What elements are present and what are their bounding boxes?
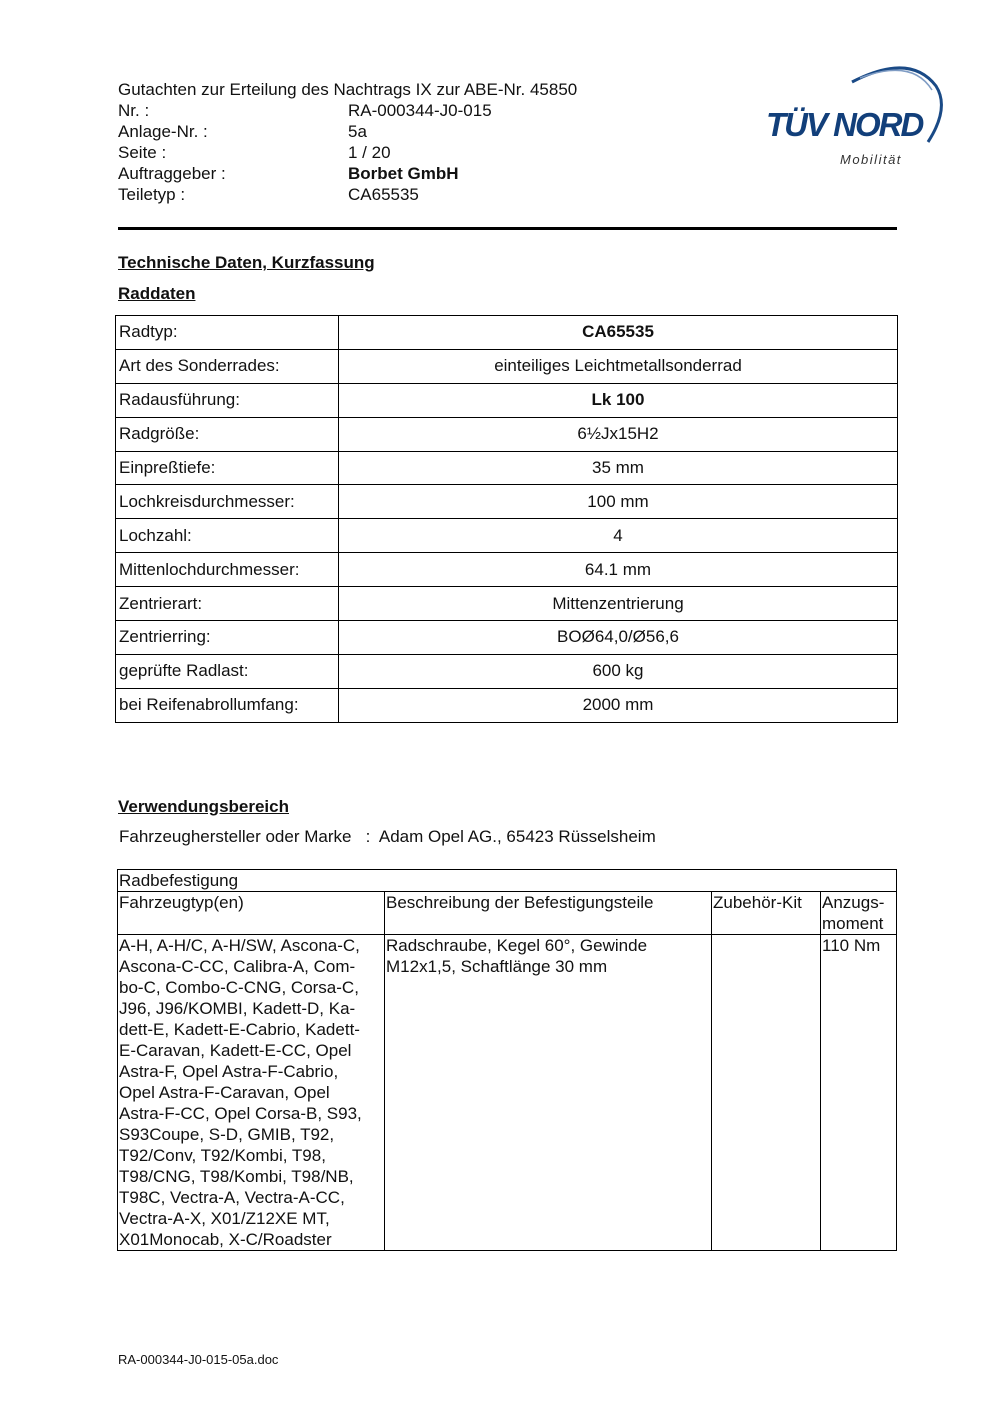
table-row (116, 451, 898, 485)
manufacturer-label: Fahrzeughersteller oder Marke (119, 827, 352, 846)
description-line: Radschraube, Kegel 60°, Gewinde (386, 936, 648, 955)
vehicle-line: Astra-F-CC, Opel Corsa-B, S93, (119, 1104, 362, 1123)
section-technische-daten: Technische Daten, Kurzfassung (118, 253, 375, 272)
manufacturer-separator: : (365, 827, 371, 846)
torque-cell: 110 Nm (821, 935, 897, 1251)
raddaten-value: Lk 100 (339, 383, 898, 417)
vehicle-line: Vectra-A-X, X01/Z12XE MT, (119, 1209, 330, 1228)
column-header-torque (821, 892, 897, 935)
header-label: Nr. : (118, 101, 150, 120)
section-verwendungsbereich: Verwendungsbereich (118, 797, 289, 816)
column-header: Fahrzeugtyp(en) (118, 892, 385, 935)
raddaten-table (115, 315, 898, 723)
raddaten-value: BOØ64,0/Ø56,6 (339, 621, 898, 655)
vehicle-line: T98C, Vectra-A, Vectra-A-CC, (119, 1188, 345, 1207)
vehicle-line: bo-C, Combo-C-CNG, Corsa-C, (119, 978, 359, 997)
table-row (116, 553, 898, 587)
raddaten-value: Mittenzentrierung (339, 587, 898, 621)
vehicle-line: Astra-F, Opel Astra-F-Cabrio, (119, 1062, 339, 1081)
table-row (116, 688, 898, 722)
vehicle-line: X01Monocab, X-C/Roadster (119, 1230, 332, 1249)
header-value: 5a (348, 122, 367, 141)
vehicle-line: Ascona-C-CC, Calibra-A, Com- (119, 957, 356, 976)
column-header: Beschreibung der Befestigungsteile (385, 892, 712, 935)
table-row (116, 383, 898, 417)
raddaten-label: geprüfte Radlast: (116, 654, 339, 688)
vehicle-line: J96, J96/KOMBI, Kadett-D, Ka- (119, 999, 356, 1018)
raddaten-value: 35 mm (339, 451, 898, 485)
column-header: moment (822, 914, 884, 933)
raddaten-value: 6½Jx15H2 (339, 417, 898, 451)
header-label: Auftraggeber : (118, 164, 226, 183)
table-row (116, 519, 898, 553)
raddaten-label: Zentrierring: (116, 621, 339, 655)
column-header: Zubehör-Kit (712, 892, 821, 935)
header-label: Teiletyp : (118, 185, 186, 204)
raddaten-label: Art des Sonderrades: (116, 349, 339, 383)
document-title: Gutachten zur Erteilung des Nachtrags IX zur ABE-Nr. 45850 (118, 80, 578, 99)
vehicle-line: dett-E, Kadett-E-Cabrio, Kadett- (119, 1020, 360, 1039)
manufacturer-value: Adam Opel AG., 65423 Rüsselsheim (378, 827, 656, 846)
table-row (116, 417, 898, 451)
raddaten-label: Einpreßtiefe: (116, 451, 339, 485)
logo-brand: TÜV NORD (766, 106, 923, 143)
raddaten-label: Radtyp: (116, 316, 339, 350)
raddaten-value: 600 kg (339, 654, 898, 688)
header-value: CA65535 (348, 185, 419, 204)
fixing-description-cell (385, 935, 712, 1251)
header-divider (118, 227, 897, 230)
header-value: RA-000344-J0-015 (348, 101, 492, 120)
table-row (116, 621, 898, 655)
raddaten-value: einteiliges Leichtmetallsonderrad (339, 349, 898, 383)
radbefestigung-table (117, 869, 897, 1251)
raddaten-value: 100 mm (339, 485, 898, 519)
raddaten-label: Zentrierart: (116, 587, 339, 621)
raddaten-value: 2000 mm (339, 688, 898, 722)
column-header: Anzugs- (822, 893, 885, 912)
description-line: M12x1,5, Schaftlänge 30 mm (386, 957, 608, 976)
raddaten-label: Lochkreisdurchmesser: (116, 485, 339, 519)
table-row (116, 316, 898, 350)
manufacturer-line (119, 827, 656, 847)
raddaten-value: 64.1 mm (339, 553, 898, 587)
vehicle-line: T92/Conv, T92/Kombi, T98, (119, 1146, 326, 1165)
section-raddaten: Raddaten (118, 284, 196, 303)
header-label: Seite : (118, 143, 167, 162)
tuev-nord-logo (760, 60, 950, 175)
raddaten-value: CA65535 (339, 316, 898, 350)
vehicle-line: Opel Astra-F-Caravan, Opel (119, 1083, 330, 1102)
table-caption: Radbefestigung (118, 870, 897, 892)
vehicle-line: A-H, A-H/C, A-H/SW, Ascona-C, (119, 936, 360, 955)
logo-subtitle: Mobilität (840, 152, 902, 167)
header-value: 1 / 20 (348, 143, 391, 162)
table-row (118, 935, 897, 1251)
raddaten-label: Lochzahl: (116, 519, 339, 553)
table-header-row (118, 892, 897, 935)
raddaten-label: bei Reifenabrollumfang: (116, 688, 339, 722)
vehicle-line: S93Coupe, S-D, GMIB, T92, (119, 1125, 335, 1144)
accessory-kit-cell (712, 935, 821, 1251)
table-row (116, 485, 898, 519)
table-caption-row (118, 870, 897, 892)
table-row (116, 587, 898, 621)
vehicle-types-cell (118, 935, 385, 1251)
vehicle-line: E-Caravan, Kadett-E-CC, Opel (119, 1041, 352, 1060)
footer-filename: RA-000344-J0-015-05a.doc (118, 1352, 279, 1367)
raddaten-value: 4 (339, 519, 898, 553)
raddaten-label: Mittenlochdurchmesser: (116, 553, 339, 587)
header-value: Borbet GmbH (348, 164, 459, 183)
raddaten-label: Radgröße: (116, 417, 339, 451)
table-row (116, 654, 898, 688)
vehicle-line: T98/CNG, T98/Kombi, T98/NB, (119, 1167, 354, 1186)
header-label: Anlage-Nr. : (118, 122, 208, 141)
table-row (116, 349, 898, 383)
raddaten-label: Radausführung: (116, 383, 339, 417)
